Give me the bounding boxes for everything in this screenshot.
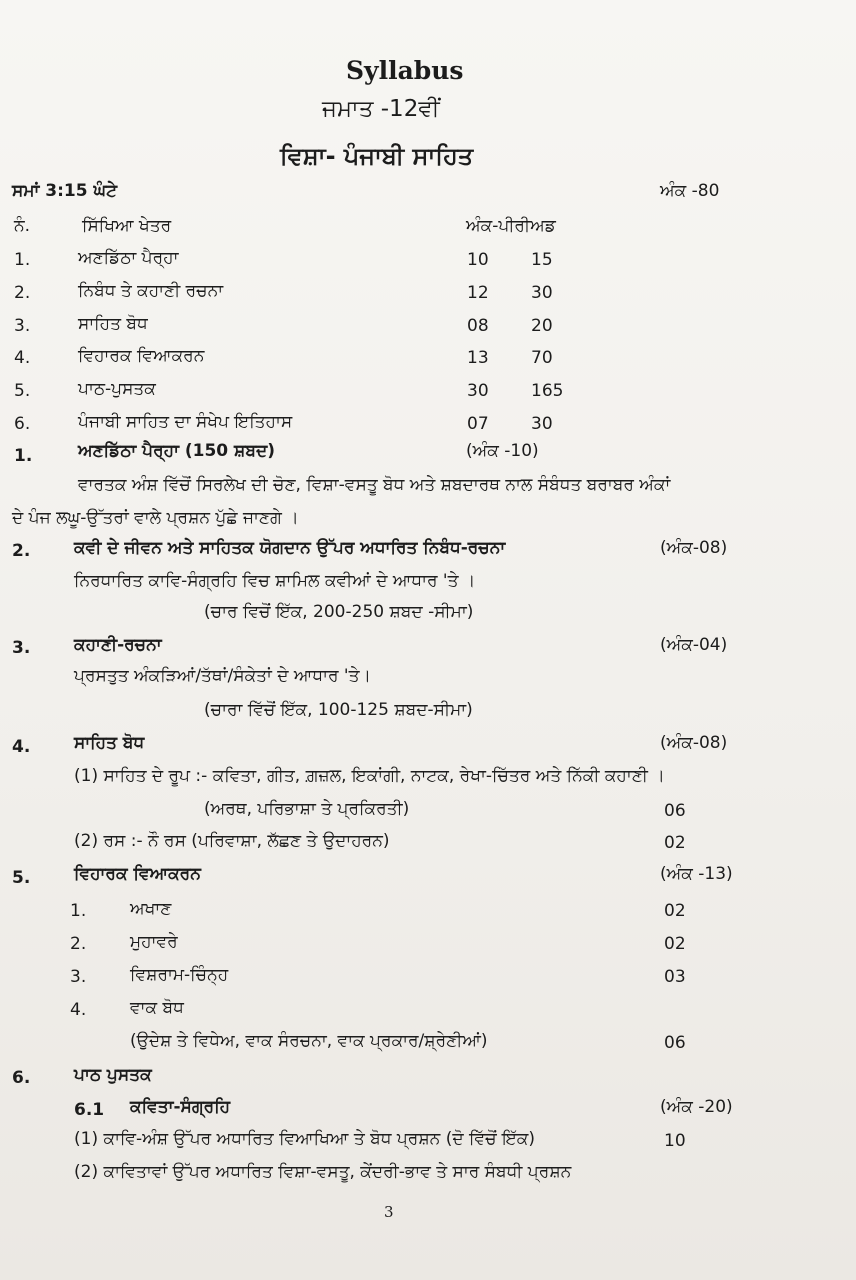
row-periods: 30 (531, 283, 553, 303)
page-number: 3 (384, 1203, 394, 1221)
total-marks: ਅੰਕ -80 (660, 181, 720, 201)
row-no: 1. (14, 250, 31, 270)
row-area: ਅਣਡਿੱਠਾ ਪੈਰ੍ਹਾ (78, 248, 179, 268)
row-area: ਵਿਹਾਰਕ ਵਿਆਕਰਨ (78, 346, 205, 366)
section-4-marks: (ਅੰਕ-08) (660, 733, 728, 753)
item-marks: 03 (664, 967, 686, 987)
section-4-number: 4. (12, 737, 31, 757)
row-periods: 15 (531, 250, 553, 270)
row-periods: 30 (531, 414, 553, 434)
section-1-number: 1. (14, 446, 33, 466)
col-header-marks-periods: ਅੰਕ-ਪੀਰੀਅਡ (466, 216, 556, 236)
row-area: ਪਾਠ-ਪੁਸਤਕ (78, 379, 156, 399)
row-periods: 165 (531, 381, 564, 401)
section-2-line-2: (ਚਾਰ ਵਿਚੋਂ ਇੱਕ, 200-250 ਸ਼ਬਦ -ਸੀਮਾ) (204, 602, 474, 622)
section-1-marks: (ਅੰਕ -10) (466, 441, 539, 461)
section-5-heading: ਵਿਹਾਰਕ ਵਿਆਕਰਨ (74, 864, 201, 884)
section-5-detail-marks: 06 (664, 1033, 686, 1053)
section-3-line-1: ਪ੍ਰਸਤੁਤ ਅੰਕੜਿਆਂ/ਤੱਥਾਂ/ਸੰਕੇਤਾਂ ਦੇ ਆਧਾਰ 'ਤੇ। (74, 666, 371, 686)
row-marks: 10 (467, 250, 489, 270)
item-marks: 02 (664, 901, 686, 921)
item-label: ਵਾਕ ਬੋਧ (130, 998, 184, 1018)
col-header-area: ਸਿੱਖਿਆ ਖੇਤਰ (82, 216, 172, 236)
row-periods: 20 (531, 316, 553, 336)
row-periods: 70 (531, 348, 553, 368)
row-area: ਨਿਬੰਧ ਤੇ ਕਹਾਣੀ ਰਚਨਾ (78, 281, 224, 301)
row-no: 2. (14, 283, 31, 303)
section-3-heading: ਕਹਾਣੀ-ਰਚਨਾ (74, 635, 162, 655)
row-no: 5. (14, 381, 31, 401)
section-6-1-line-2: (2) ਕਾਵਿਤਾਵਾਂ ਉੱਪਰ ਅਧਾਰਿਤ ਵਿਸ਼ਾ-ਵਸਤੂ, ਕੇਂਦਰੀ-ਭਾਵ ਤੇ ਸਾਰ ਸੰਬਧੀ ਪ੍ਰਸ਼ਨ (74, 1162, 572, 1182)
section-5-detail: (ਉਦੇਸ਼ ਤੇ ਵਿਧੇਅ, ਵਾਕ ਸੰਰਚਨਾ, ਵਾਕ ਪ੍ਰਕਾਰ/ਸ਼੍ਰੇਣੀਆਂ) (130, 1031, 488, 1051)
section-6-1-marks: (ਅੰਕ -20) (660, 1097, 733, 1117)
row-no: 3. (14, 316, 31, 336)
exam-time: ਸਮਾਂ 3:15 ਘੰਟੇ (12, 181, 117, 201)
section-4-line-1: (1) ਸਾਹਿਤ ਦੇ ਰੂਪ :- ਕਵਿਤਾ, ਗੀਤ, ਗ਼ਜ਼ਲ, ਇਕਾਂਗੀ, ਨਾਟਕ, ਰੇਖਾ-ਚਿੱਤਰ ਅਤੇ ਨਿੱਕੀ ਕਹਾਣੀ । (74, 766, 665, 786)
row-marks: 07 (467, 414, 489, 434)
section-4-line-2: (ਅਰਥ, ਪਰਿਭਾਸ਼ਾ ਤੇ ਪ੍ਰਕਿਰਤੀ) (204, 799, 410, 819)
class-heading: ਜਮਾਤ -12ਵੀਂ (322, 96, 440, 122)
section-6-heading: ਪਾਠ ਪੁਸਤਕ (74, 1065, 152, 1085)
section-1-line-1: ਵਾਰਤਕ ਅੰਸ਼ ਵਿੱਚੋਂ ਸਿਰਲੇਖ ਦੀ ਚੋਣ, ਵਿਸ਼ਾ-ਵਸਤੂ ਬੋਧ ਅਤੇ ਸ਼ਬਦਾਰਥ ਨਾਲ ਸੰਬੰਧਤ ਬਰਾਬਰ ਅੰਕਾਂ (78, 475, 671, 495)
section-1-line-2: ਦੇ ਪੰਜ ਲਘੂ-ਉੱਤਰਾਂ ਵਾਲੇ ਪ੍ਰਸ਼ਨ ਪੁੱਛੇ ਜਾਣਗੇ । (12, 508, 299, 528)
section-3-line-2: (ਚਾਰਾ ਵਿੱਚੋਂ ਇੱਕ, 100-125 ਸ਼ਬਦ-ਸੀਮਾ) (204, 700, 473, 720)
section-2-heading: ਕਵੀ ਦੇ ਜੀਵਨ ਅਤੇ ਸਾਹਿਤਕ ਯੋਗਦਾਨ ਉੱਪਰ ਅਧਾਰਿਤ ਨਿਬੰਧ-ਰਚਨਾ (74, 538, 506, 558)
section-2-number: 2. (12, 541, 31, 561)
item-number: 4. (70, 1000, 87, 1020)
section-4-line-2-marks: 06 (664, 801, 686, 821)
row-area: ਪੰਜਾਬੀ ਸਾਹਿਤ ਦਾ ਸੰਖੇਪ ਇਤਿਹਾਸ (78, 412, 293, 432)
item-label: ਵਿਸ਼ਰਾਮ-ਚਿੰਨ੍ਹ (130, 965, 229, 985)
section-2-line-1: ਨਿਰਧਾਰਿਤ ਕਾਵਿ-ਸੰਗ੍ਰਹਿ ਵਿਚ ਸ਼ਾਮਿਲ ਕਵੀਆਂ ਦੇ ਆਧਾਰ 'ਤੇ । (74, 571, 476, 591)
item-marks: 02 (664, 934, 686, 954)
section-6-number: 6. (12, 1068, 31, 1088)
section-3-marks: (ਅੰਕ-04) (660, 635, 728, 655)
section-4-line-3-marks: 02 (664, 833, 686, 853)
section-5-marks: (ਅੰਕ -13) (660, 864, 733, 884)
item-number: 3. (70, 967, 87, 987)
section-4-heading: ਸਾਹਿਤ ਬੋਧ (74, 733, 145, 753)
section-4-line-3: (2) ਰਸ :- ਨੌ ਰਸ (ਪਰਿਵਾਸ਼ਾ, ਲੱਛਣ ਤੇ ਉਦਾਹਰਨ) (74, 831, 390, 851)
row-marks: 13 (467, 348, 489, 368)
item-number: 1. (70, 901, 87, 921)
section-6-1-line-1: (1) ਕਾਵਿ-ਅੰਸ਼ ਉੱਪਰ ਅਧਾਰਿਤ ਵਿਆਖਿਆ ਤੇ ਬੋਧ ਪ੍ਰਸ਼ਨ (ਦੋ ਵਿੱਚੋਂ ਇੱਕ) (74, 1129, 535, 1149)
section-6-1-number: 6.1 (74, 1100, 105, 1120)
row-marks: 30 (467, 381, 489, 401)
page-title: Syllabus (346, 56, 464, 85)
row-area: ਸਾਹਿਤ ਬੋਧ (78, 314, 148, 334)
row-no: 6. (14, 414, 31, 434)
item-label: ਮੁਹਾਵਰੇ (130, 932, 178, 952)
item-label: ਅਖਾਣ (130, 899, 172, 919)
col-header-no: ਨੰ. (14, 216, 31, 236)
subject-heading: ਵਿਸ਼ਾ- ਪੰਜਾਬੀ ਸਾਹਿਤ (280, 142, 474, 170)
section-1-heading: ਅਣਡਿੱਠਾ ਪੈਰ੍ਹਾ (150 ਸ਼ਬਦ) (78, 441, 276, 461)
row-marks: 08 (467, 316, 489, 336)
row-no: 4. (14, 348, 31, 368)
item-number: 2. (70, 934, 87, 954)
section-3-number: 3. (12, 638, 31, 658)
section-6-1-heading: ਕਵਿਤਾ-ਸੰਗ੍ਰਹਿ (130, 1097, 231, 1117)
row-marks: 12 (467, 283, 489, 303)
section-5-number: 5. (12, 868, 31, 888)
section-2-marks: (ਅੰਕ-08) (660, 538, 728, 558)
section-6-1-line-1-marks: 10 (664, 1131, 686, 1151)
